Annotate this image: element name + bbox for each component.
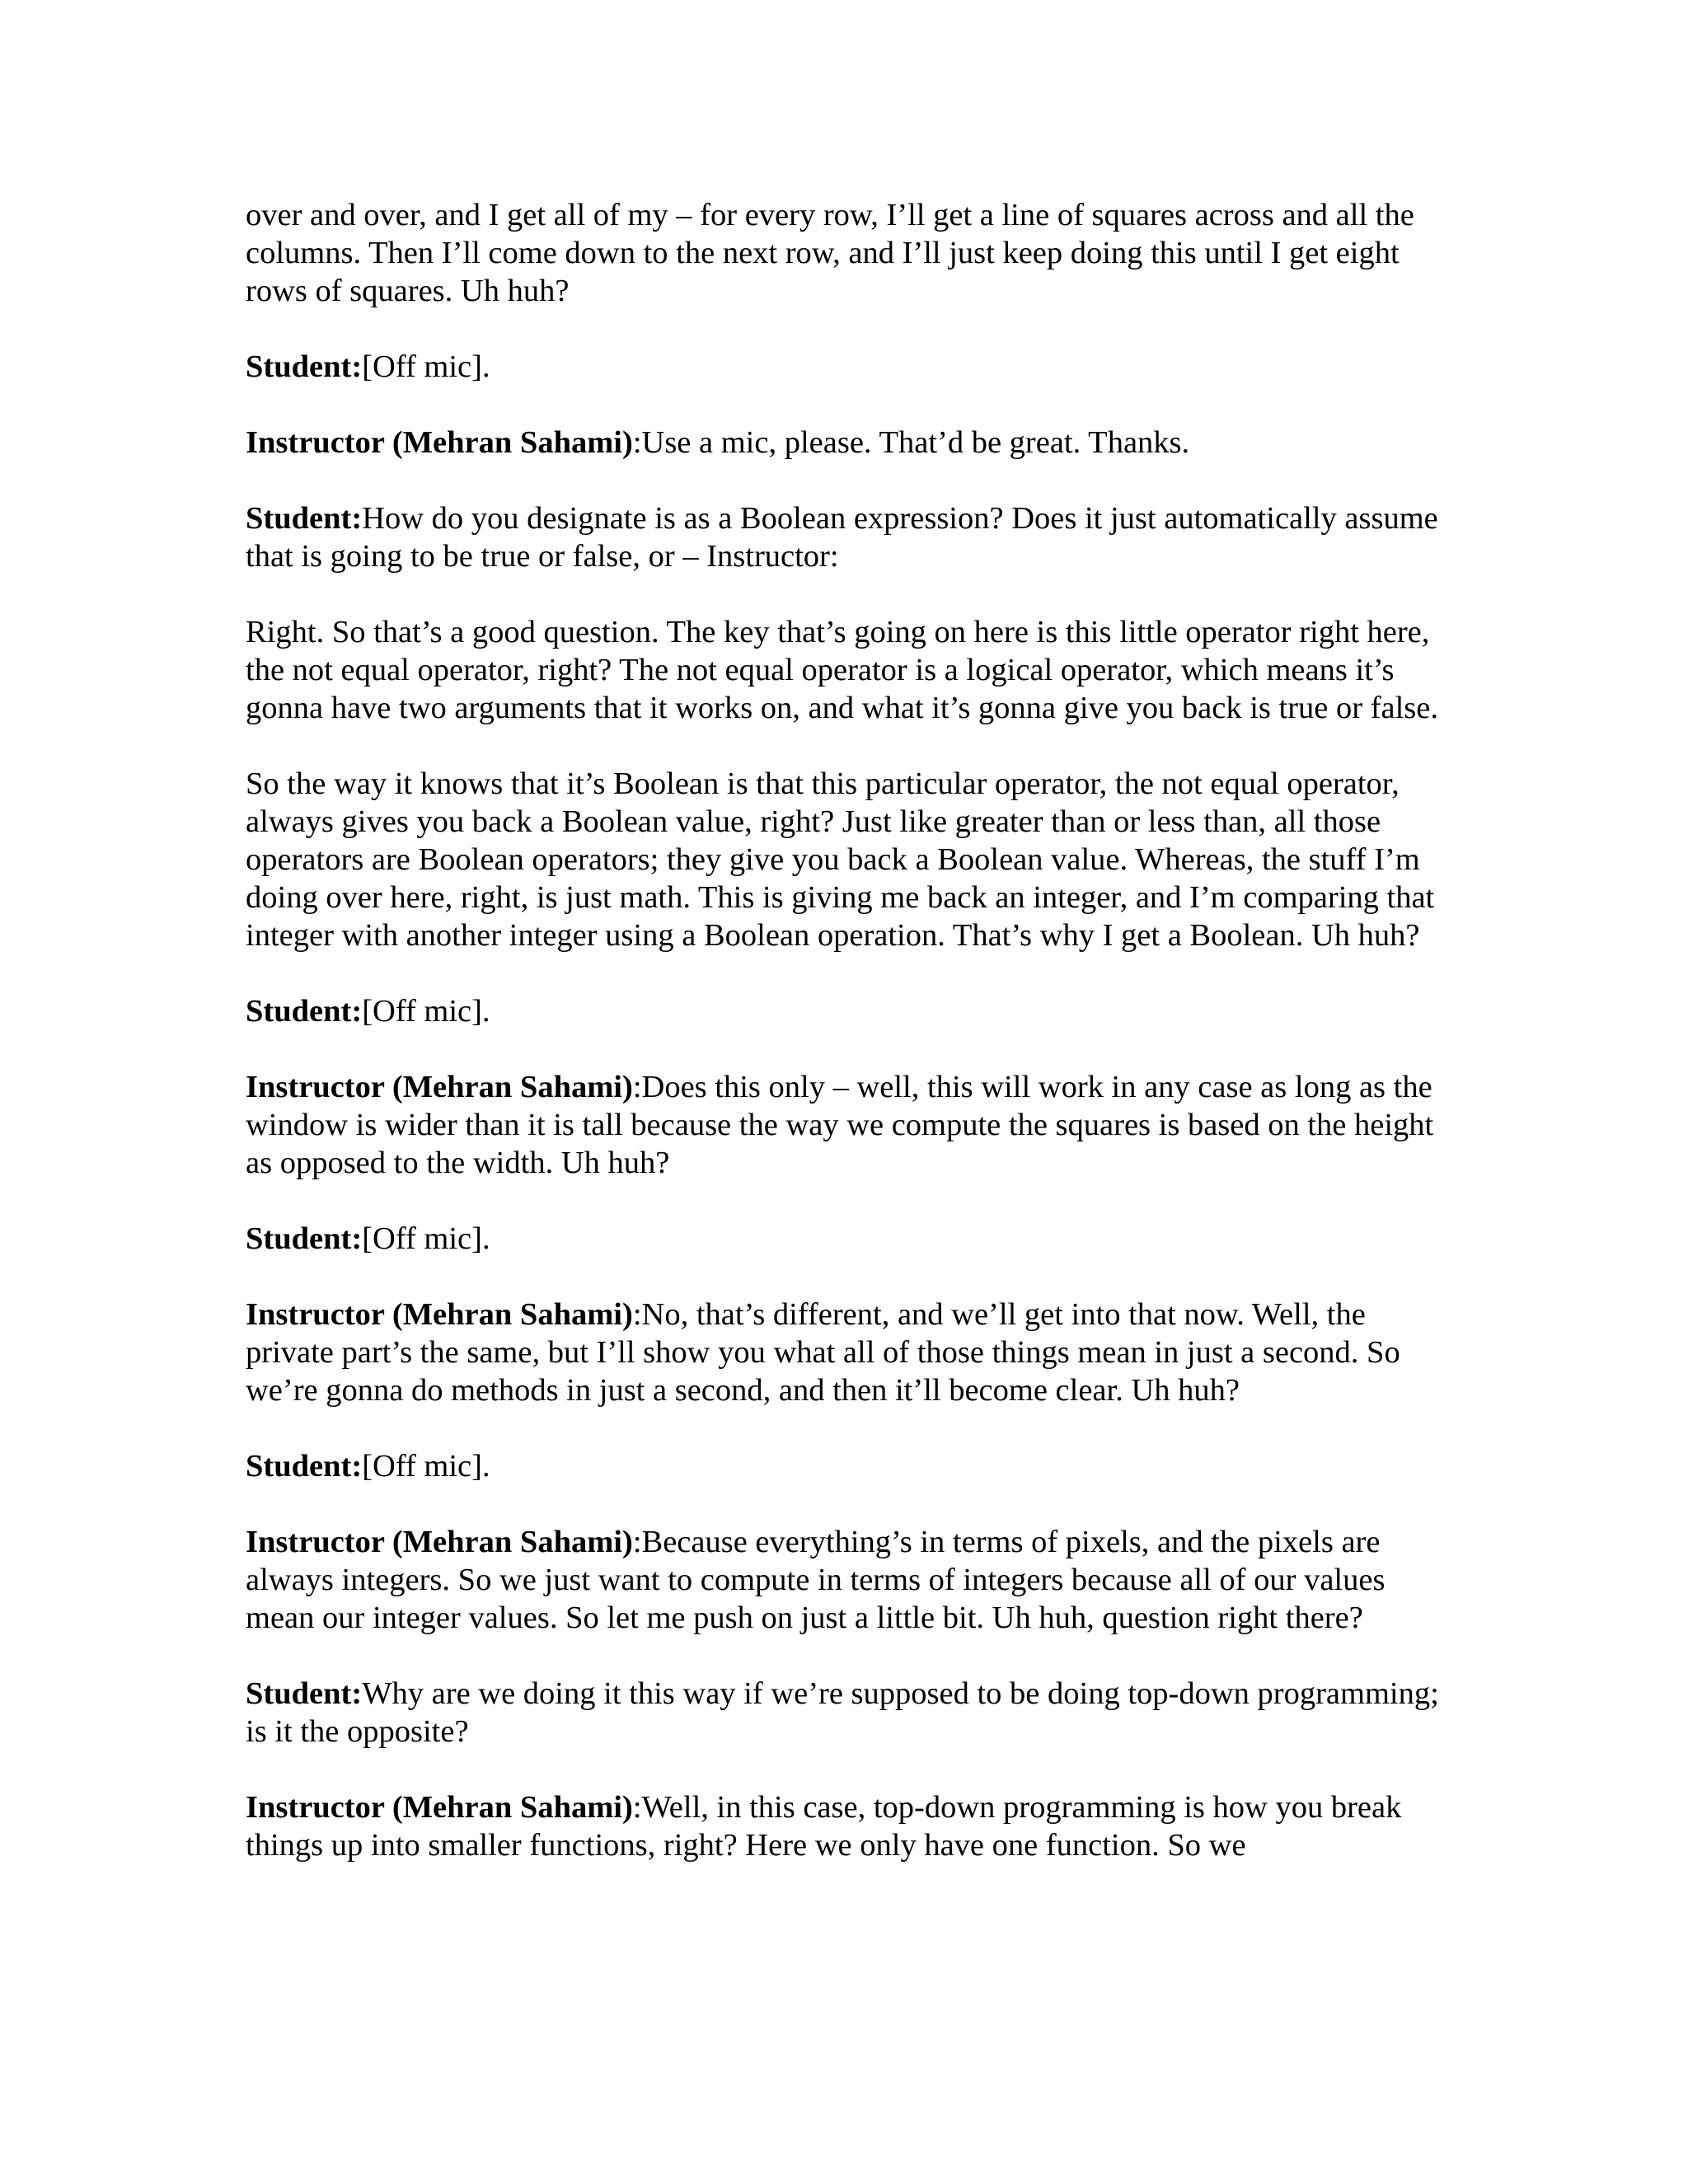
speaker-label: Student: [246, 349, 363, 384]
speaker-label: Student: [246, 1449, 363, 1483]
speaker-label: Instructor (Mehran Sahami) [246, 1525, 633, 1559]
paragraph-text: How do you designate is as a Boolean expression? Does it just automatically assume that is going to be true or false, or – Instructor: [246, 501, 1438, 574]
paragraph-text: [Off mic]. [362, 349, 490, 384]
paragraph-text: [Off mic]. [362, 1221, 490, 1256]
speaker-label: Instructor (Mehran Sahami) [246, 1297, 633, 1332]
speaker-label: Instructor (Mehran Sahami) [246, 1070, 633, 1104]
transcript-paragraph [246, 424, 1449, 462]
transcript-page [246, 196, 1449, 1902]
paragraph-text: over and over, and I get all of my – for every row, I’ll get a line of squares across and all the columns. Then I’ll come down to the next row, and I’ll just keep doing this until I get eight rows of squares. Uh huh? [246, 198, 1414, 308]
speaker-label: Student: [246, 1221, 363, 1256]
speaker-label: Student: [246, 994, 363, 1029]
transcript-paragraph [246, 1788, 1449, 1864]
speaker-label: Instructor (Mehran Sahami) [246, 425, 633, 460]
transcript-paragraph [246, 1220, 1449, 1258]
paragraph-text: :Because everything’s in terms of pixels, and the pixels are always integers. So we just want to compute in terms of integers because all of our values mean our integer values. So let me push on just a little bit. Uh huh, question right there? [246, 1525, 1386, 1635]
paragraph-text: [Off mic]. [362, 1449, 490, 1483]
paragraph-text: :Well, in this case, top-down programming is how you break things up into smaller functions, right? Here we only have one function. So we [246, 1790, 1402, 1863]
paragraph-text: Why are we doing it this way if we’re supposed to be doing top-down programming; is it the opposite? [246, 1676, 1439, 1749]
transcript-paragraph [246, 196, 1449, 310]
paragraph-text: :Does this only – well, this will work in any case as long as the window is wider than it is tall because the way we compute the squares is based on the height as opposed to the width. Uh huh? [246, 1070, 1434, 1180]
paragraph-text: :No, that’s different, and we’ll get into that now. Well, the private part’s the same, but I’ll show you what all of those things mean in just a second. So we’re gonna do methods in just a second, and then it’ll become clear. Uh huh? [246, 1297, 1400, 1408]
transcript-paragraph [246, 1523, 1449, 1637]
transcript-paragraph [246, 1068, 1449, 1182]
transcript-paragraph [246, 992, 1449, 1030]
paragraph-text: :Use a mic, please. That’d be great. Thanks. [632, 425, 1190, 460]
speaker-label: Student: [246, 501, 363, 536]
transcript-paragraph [246, 1447, 1449, 1485]
speaker-label: Student: [246, 1676, 363, 1711]
paragraph-text: So the way it knows that it’s Boolean is that this particular operator, the not equal operator, always gives you back a Boolean value, right? Just like greater than or less than, all those operators are Boolean operators; they give you back a Boolean value. Whereas, the stuff I’m doing over here, right, is just math. This is giving me back an integer, and I’m comparing that integer with another integer using a Boolean operation. That’s why I get a Boolean. Uh huh? [246, 766, 1435, 953]
speaker-label: Instructor (Mehran Sahami) [246, 1790, 633, 1825]
transcript-paragraph [246, 348, 1449, 386]
paragraph-text: Right. So that’s a good question. The key that’s going on here is this little operator right here, the not equal operator, right? The not equal operator is a logical operator, which means it’s gonna have two arguments that it works on, and what it’s gonna give you back is true or false. [246, 615, 1439, 725]
transcript-paragraph [246, 765, 1449, 954]
transcript-paragraph [246, 1296, 1449, 1409]
transcript-paragraph [246, 613, 1449, 727]
paragraph-text: [Off mic]. [362, 994, 490, 1029]
transcript-paragraph [246, 1675, 1449, 1750]
transcript-paragraph [246, 499, 1449, 575]
